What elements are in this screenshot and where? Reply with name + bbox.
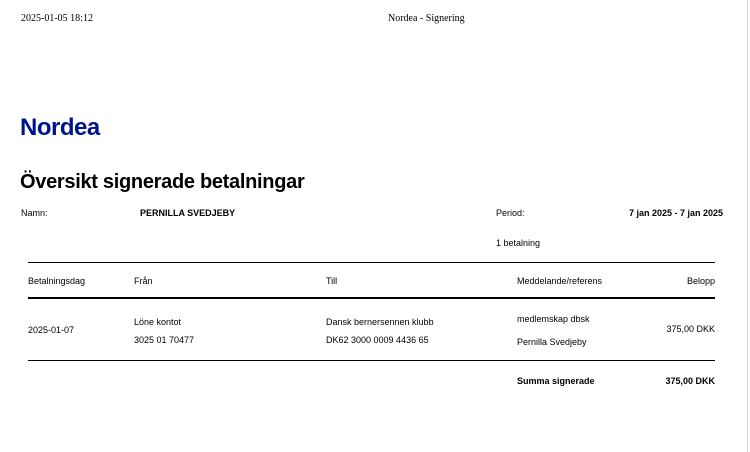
- name-value: PERNILLA SVEDJEBY: [140, 208, 236, 218]
- col-header-amount: Belopp: [686, 276, 715, 286]
- payment-count: 1 betalning: [496, 238, 541, 248]
- col-header-date: Betalningsdag: [28, 276, 86, 286]
- print-doc-title: Nordea - Signering: [388, 13, 465, 24]
- row-to-name: Dansk bernersennen klubb: [326, 317, 434, 327]
- period-label: Period:: [496, 208, 525, 218]
- page-title: Översikt signerade betalningar: [20, 171, 305, 193]
- row-from-account: 3025 01 70477: [134, 335, 195, 345]
- row-date: 2025-01-07: [28, 325, 75, 335]
- page-edge: [747, 0, 748, 452]
- print-timestamp: 2025-01-05 18:12: [21, 13, 93, 24]
- period-value: 7 jan 2025 - 7 jan 2025: [628, 208, 723, 218]
- table-header-rule: [28, 297, 715, 299]
- row-message: medlemskap dbsk: [517, 314, 590, 324]
- col-header-from: Från: [134, 276, 153, 286]
- row-from-name: Löne kontot: [134, 317, 182, 327]
- table-top-rule: [28, 262, 715, 263]
- total-value: 375,00 DKK: [665, 376, 715, 386]
- total-label: Summa signerade: [517, 376, 595, 386]
- nordea-logo: Nordea: [20, 114, 100, 141]
- table-bottom-rule: [28, 360, 715, 361]
- col-header-message: Meddelande/referens: [517, 276, 603, 286]
- row-reference: Pernilla Svedjeby: [517, 337, 587, 347]
- name-label: Namn:: [21, 208, 48, 218]
- row-to-account: DK62 3000 0009 4436 65: [326, 335, 429, 345]
- row-amount: 375,00 DKK: [666, 324, 715, 334]
- col-header-to: Till: [326, 276, 338, 286]
